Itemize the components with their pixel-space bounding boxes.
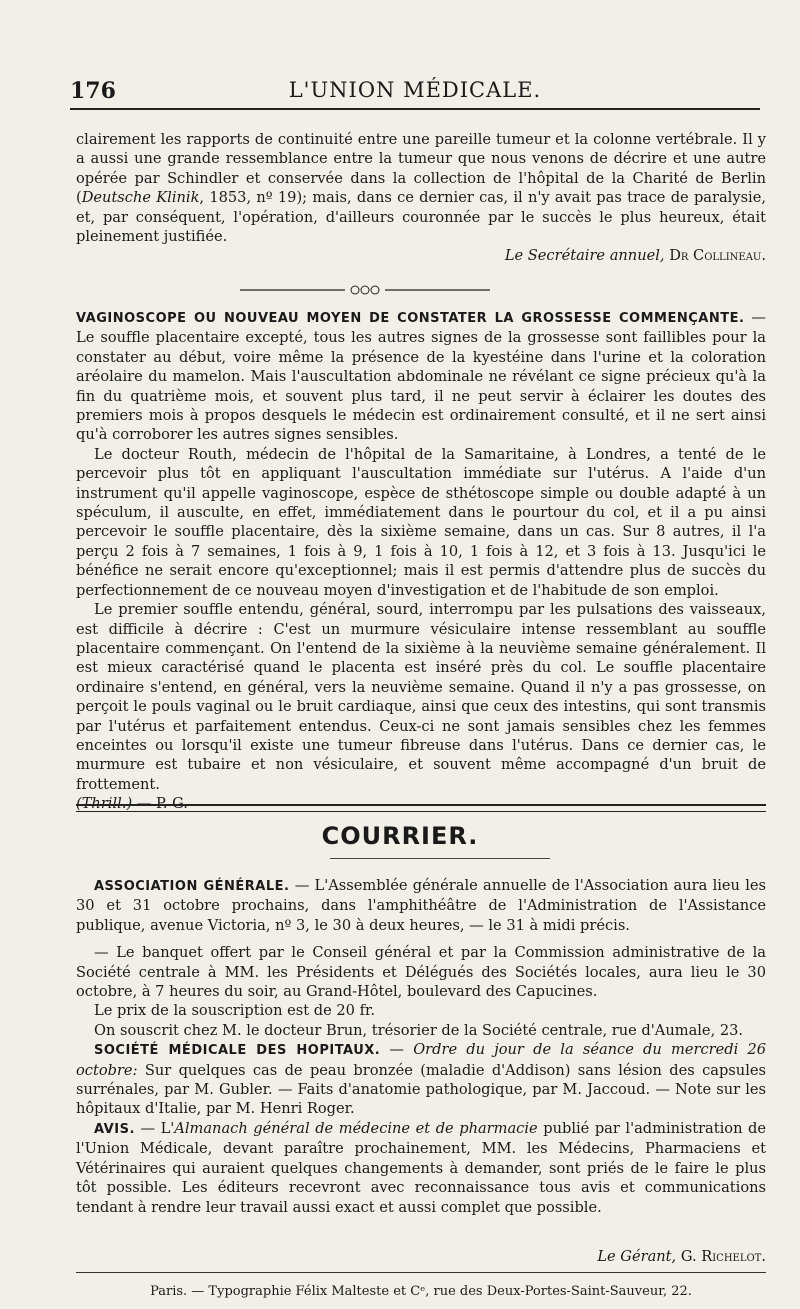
page-header bbox=[70, 72, 760, 110]
journal-title: L'UNION MÉDICALE. bbox=[288, 78, 542, 102]
vaginoscope-paragraph-3: Le premier souffle entendu, général, sourd, interrompu par les pulsations des vaisseaux, est difficile à décrire : C'est un murmure vésiculaire intense ressemblant au souffle placentaire commençant. On l'entend de la sixième à la neuvième semaine généralement. Il est mieux caractérisé quand le placenta est inséré près du col. Le souffle placentaire ordinaire s'entend, en général, vers la neuvième semaine. Quand il n'y a pas grossesse, on perçoit le pouls vaginal ou le bruit cardiaque, ainsi que ceux des intestins, qui sont transmis par l'utérus et parfaitement entendus. Ceux-ci ne sont jamais sensibles chez les femmes enceintes ou lorsqu'il existe une tumeur fibreuse dans l'utérus. Dans ce dernier cas, le murmure est tubaire et non vésiculaire, et souvent même accompagné d'un bruit de frottement. bbox=[76, 601, 766, 793]
banquet-paragraph: — Le banquet offert par le Conseil général et par la Commission administrative de la Société centrale à MM. les Présidents et Délégués des Sociétés locales, aura lieu le 30 octobre, à 7 heures du soir, au Grand-Hôtel, boulevard des Capucines. bbox=[76, 944, 766, 1001]
societe-heading: SOCIÉTÉ MÉDICALE DES HOPITAUX. bbox=[94, 1043, 381, 1059]
souscrit-paragraph: On souscrit chez M. le docteur Brun, trésorier de la Société centrale, rue d'Aumale, 23. bbox=[94, 1021, 744, 1039]
section-double-rule bbox=[76, 804, 766, 812]
page-number: 176 bbox=[70, 78, 116, 104]
avis-paragraph: AVIS. — L'Almanach général de médecine et de pharmacie publié par l'administration de l'Union Médicale, devant paraître prochainement, MM. les Médecins, Pharmaciens et Vétérinaires qui auraient quelques changements à demander, sont priés de le faire le plus tôt possible. Les éditeurs recevront avec reconnaissance tous avis et communications tendant à rendre leur travail aussi exact et aussi complet que possible. bbox=[76, 1119, 766, 1216]
association-heading: ASSOCIATION GÉNÉRALE. bbox=[94, 879, 290, 894]
top-section bbox=[76, 130, 766, 266]
printer-imprint: Paris. — Typographie Félix Malteste et Cᵉ, rue des Deux-Portes-Saint-Sauveur, 22. bbox=[150, 1284, 692, 1299]
vaginoscope-heading: VAGINOSCOPE OU NOUVEAU MOYEN DE CONSTATER LA GROSSESSE COMMENÇANTE. bbox=[76, 311, 745, 326]
journal-name: Deutsche Klinik bbox=[81, 189, 200, 207]
courrier-section bbox=[76, 876, 766, 1217]
courrier-underline bbox=[330, 858, 550, 859]
societe-paragraph: SOCIÉTÉ MÉDICALE DES HOPITAUX. — Ordre du jour de la séance du mercredi 26 octobre: Sur quelques cas de peau bronzée (maladie d'Addison) sans lésion des capsules surrénales, par M. Gubler. — Faits d'anatomie pathologique, par M. Jaccoud. — Note sur les hôpitaux d'Italie, par M. Henri Roger. bbox=[76, 1041, 766, 1118]
association-paragraph: ASSOCIATION GÉNÉRALE. — L'Assemblée générale annuelle de l'Association aura lieu les 30 et 31 octobre prochains, dans l'amphithéâtre de l'Administration de l'Assistance publique, avenue Victoria, nº 3, le 30 à deux heures, — le 31 à midi précis. bbox=[76, 877, 766, 934]
continuation-paragraph: clairement les rapports de continuité entre une pareille tumeur et la colonne vertébrale. Il y a aussi une grande ressemblance entre la tumeur que nous venons de décrire et une autre opérée par Schindler et conservée dans la collection de l'hôpital de la Charité de Berlin (Deutsche Klinik, 1853, nº 19); mais, dans ce dernier cas, il n'y avait pas trace de paralysie, et, par conséquent, l'opération, d'ailleurs couronnée par le succès le plus heureux, était pleinement justifiée. bbox=[76, 131, 767, 246]
vaginoscope-paragraph-2: Le docteur Routh, médecin de l'hôpital de la Samaritaine, à Londres, a tenté de le percevoir plus tôt en appliquant l'auscultation immédiate sur l'utérus. A l'aide d'un instrument qu'il appelle vaginoscope, espèce de sthétoscope simple ou double adapté à un spéculum, il ausculte, en effet, immédiatement dans le pourtour du col, et il a pu ainsi percevoir le souffle placentaire, dès la sixième semaine, dans un cas. Sur 8 autres, il l'a perçu 2 fois à 7 semaines, 1 fois à 9, 1 fois à 10, 1 fois à 12, et 3 fois à 13. Jusqu'ici le bénéfice ne serait encore qu'exceptionnel; mais il est permis d'attendre plus de succès du perfectionnement de ce nouveau moyen d'investigation et de l'habitude de son emploi. bbox=[76, 445, 766, 599]
ornament-divider bbox=[240, 284, 490, 296]
gerant-signature: Le Gérant, G. Richelot. bbox=[597, 1248, 766, 1265]
vaginoscope-source: (Thrill.) — P. G. bbox=[76, 795, 188, 813]
vaginoscope-paragraph-1: VAGINOSCOPE OU NOUVEAU MOYEN DE CONSTATER LA GROSSESSE COMMENÇANTE. — Le souffle placentaire excepté, tous les autres signes de la grossesse sont faillibles pour la constater au début, voire même la présence de la kyestéine dans l'urine et la coloration aréolaire du mamelon. Mais l'auscultation abdominale ne révélant ce signe précieux qu'à la fin du quatrième mois, et souvent plus tard, il ne peut servir à éclairer les doutes des premiers mois à propos desquels le médecin est ordinairement consulté, et il ne sert ainsi qu'à corroborer les autres signes sensibles. bbox=[76, 309, 766, 444]
avis-heading: AVIS. bbox=[94, 1121, 135, 1137]
vaginoscope-article bbox=[76, 308, 766, 814]
footer-rule bbox=[76, 1272, 766, 1273]
prix-paragraph: Le prix de la souscription est de 20 fr. bbox=[94, 1002, 375, 1020]
secretary-signature: Le Secrétaire annuel, Dr Collineau. bbox=[504, 247, 766, 265]
courrier-title: COURRIER. bbox=[321, 822, 479, 850]
